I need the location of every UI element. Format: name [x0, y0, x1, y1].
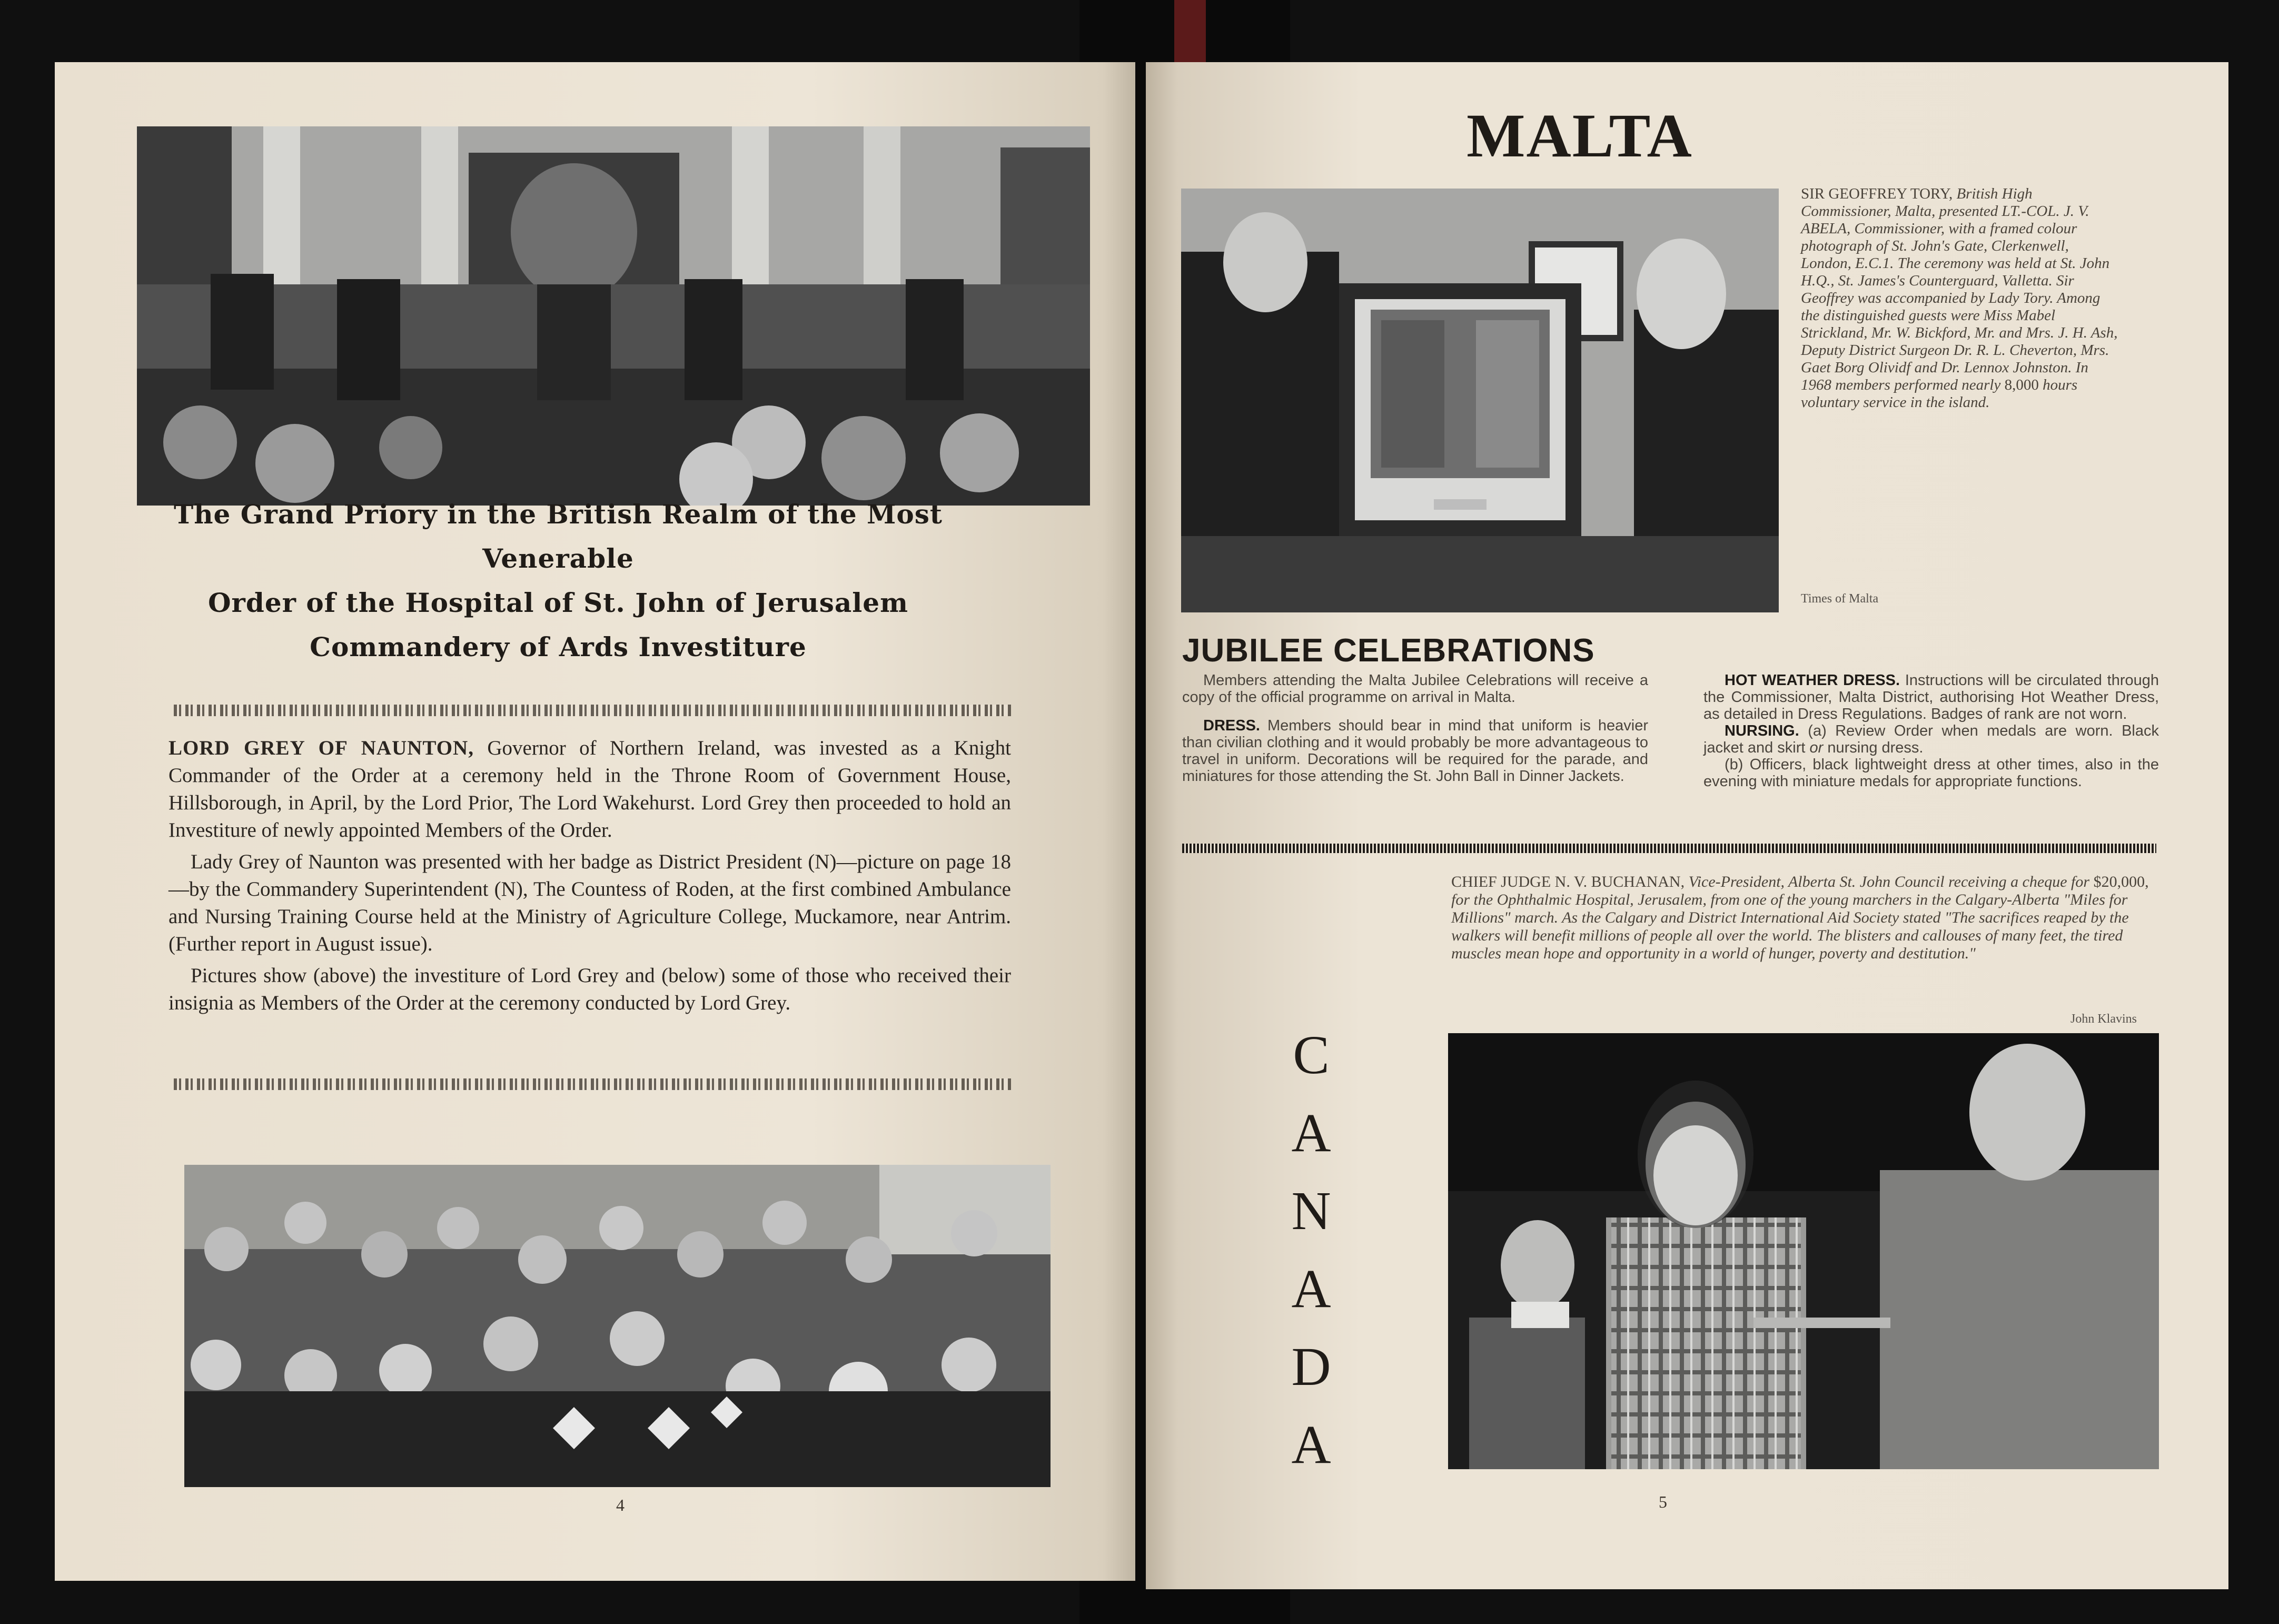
jubilee-intro: Members attending the Malta Jubilee Celebrations will receive a copy of the official programme on arrival in Malta.	[1182, 672, 1648, 706]
canada-photo-credit: John Klavins	[2070, 1012, 2137, 1026]
jubilee-heading: JUBILEE CELEBRATIONS	[1182, 632, 1595, 669]
nursing-text-b: nursing dress.	[1823, 739, 1924, 756]
section-divider-rule	[1182, 844, 2156, 853]
paragraph-1-lead: LORD GREY OF NAUNTON,	[169, 737, 474, 759]
canada-cheque-photo	[1448, 1033, 2159, 1469]
malta-presentation-photo	[1181, 189, 1779, 612]
malta-caption-number: 8,000	[2004, 377, 2039, 393]
canada-vertical-heading	[1274, 1016, 1348, 1484]
article-body	[169, 735, 1011, 1021]
page-number-left: 4	[616, 1496, 625, 1514]
dress-paragraph	[1182, 717, 1648, 785]
ornament-rule-bottom	[174, 1078, 1011, 1090]
ornament-rule-top	[174, 705, 1011, 716]
canada-caption-italic-2: for the Ophthalmic Hospital, Jerusalem, from one of the young marchers in the Calgary-Alberta "Miles for Millions" march. As the Calgary and District International Aid Society stated "The sacrifices reaped by the walkers will benefit millions of people all over the world. The blisters and callouses of many feet, the tired muscles mean hope and opportunity in a world of hunger, poverty and destitution."	[1451, 891, 2129, 962]
page-number-right: 5	[1659, 1492, 1667, 1511]
malta-caption	[1801, 185, 2122, 411]
canada-caption-italic-1: Vice-President, Alberta St. John Council receiving a cheque for	[1688, 873, 2094, 890]
jubilee-column-left	[1182, 672, 1648, 785]
canada-letter: A	[1291, 1259, 1331, 1319]
title-line-1: The Grand Priory in the British Realm of the Most Venerable	[174, 499, 943, 574]
canada-letter: D	[1291, 1336, 1331, 1397]
malta-caption-end: hours voluntary service in the island.	[1801, 377, 2078, 411]
paragraph-1-text: Governor of Northern Ireland, was invested as a Knight Commander of the Order at a ceremony held in the Throne Room of Government House, Hillsborough, in April, by the Lord Prior, The Lord Wakehurst. Lord Grey then proceeded to hold an Investiture of newly appointed Members of the Order.	[169, 737, 1011, 841]
jubilee-column-right	[1703, 672, 2159, 790]
title-line-2: Order of the Hospital of St. John of Jerusalem	[207, 587, 909, 618]
investiture-throne-room-photo	[137, 126, 1090, 506]
nursing-paragraph	[1703, 722, 2159, 756]
hot-weather-text: Instructions will be circulated through the Commissioner, Malta District, authorising Hot Weather Dress, as detailed in Dress Regulations. Badges of rank are not worn.	[1703, 672, 2159, 722]
dress-label: DRESS.	[1203, 717, 1260, 734]
malta-caption-lead: SIR GEOFFREY TORY,	[1801, 185, 1957, 202]
nursing-text-or: or	[1809, 739, 1824, 756]
malta-heading: MALTA	[1467, 101, 1693, 170]
group-photo-members	[184, 1165, 1051, 1487]
paragraph-1	[169, 735, 1011, 844]
canada-caption-amount: $20,000,	[2093, 873, 2149, 890]
canada-letter: A	[1291, 1414, 1331, 1475]
canada-letter: C	[1293, 1025, 1330, 1085]
malta-caption-italic: British High Commissioner, Malta, presented LT.-COL. J. V. ABELA, Commissioner, with a framed colour photograph of St. John's Gate, Clerkenwell, London, E.C.1. The ceremony was held at St. John H.Q., St. James's Counterguard, Valletta. Sir Geoffrey was accompanied by Lady Tory. Among the distinguished guests were Miss Mabel Strickland, Mr. W. Bickford, Mr. and Mrs. J. H. Ash, Deputy District Surgeon Dr. R. L. Cheverton, Mrs. Gaet Borg Olividf and Dr. Lennox Johnston. In 1968 members performed nearly	[1801, 185, 2118, 393]
title-line-3: Commandery of Ards Investiture	[310, 631, 807, 662]
nursing-label: NURSING.	[1725, 722, 1799, 739]
paragraph-3: Pictures show (above) the investiture of Lord Grey and (below) some of those who received their insignia as Members of the Order at the ceremony conducted by Lord Grey.	[169, 964, 1011, 1014]
nursing-text-a: (a) Review Order when medals are worn. Black jacket and skirt	[1703, 722, 2159, 756]
canada-caption	[1451, 873, 2157, 963]
dress-text: Members should bear in mind that uniform is heavier than civilian clothing and it would probably be more advantageous to travel in uniform. Decorations will be required for the parade, and miniatures for those attending the St. John Ball in Dinner Jackets.	[1182, 717, 1648, 785]
canada-letter: A	[1291, 1103, 1331, 1163]
hot-weather-paragraph	[1703, 672, 2159, 722]
canada-caption-lead: CHIEF JUDGE N. V. BUCHANAN,	[1451, 873, 1689, 890]
hot-weather-label: HOT WEATHER DRESS.	[1725, 672, 1900, 689]
nursing-paragraph-b: (b) Officers, black lightweight dress at other times, also in the evening with miniature medals for appropriate functions.	[1703, 756, 2159, 790]
canada-letter: N	[1291, 1181, 1331, 1241]
malta-photo-credit: Times of Malta	[1801, 592, 1879, 606]
paragraph-2: Lady Grey of Naunton was presented with her badge as District President (N)—picture on page 18—by the Commandery Superintendent (N), The Countess of Roden, at the first combined Ambulance and Nursing Training Course held at the Ministry of Agriculture College, Muckamore, near Antrim. (Further report in August issue).	[169, 850, 1011, 955]
article-title	[126, 492, 990, 669]
